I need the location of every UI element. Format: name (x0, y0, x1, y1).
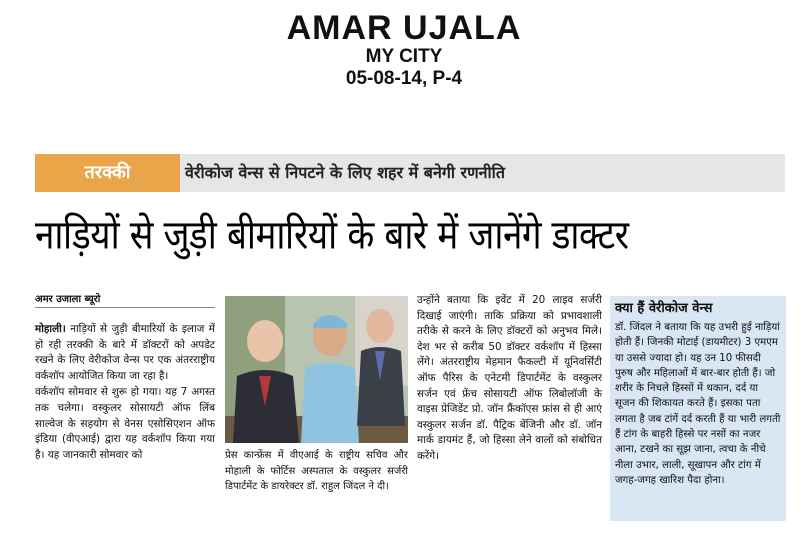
photo-caption: प्रेस कान्फ्रेंस में वीएआई के राष्ट्रीय सचिव और मोहाली के फोर्टिस अस्पताल के वस्कुलर सर्जरी डिपार्टमेंट के डायरेक्टर डॉ. राहुल जिंदल ने दी। (225, 450, 408, 492)
paragraph-3: उन्होंने बताया कि इवेंट में 20 लाइव सर्जरी दिखाई जाएंगी। ताकि प्रक्रिया को प्रभावशाली तरीके से करने के लिए डॉक्टरों को अनुभव मिले। देश भर से करीब 50 डॉक्टर वर्कशॉप में हिस्सा लेंगे। अंतरराष्ट्रीय मेहमान फैकल्टी में यूनिवर्सिटी ऑफ पैरिस के एनेटमी डिपार्टमेंट के वस्कुलर सर्जन एवं फ्रेंच सोसायटी ऑफ लिबोलॉजी के वाइस प्रेजिडेंट प्रो. जॉन फ्रैंकॉएस फ्रांस से ही आएं वस्कुलर सर्जन डॉ. पैट्रिक बेंजिनी और डॉ. जॉन मार्क डायमंट हैं, जो हिस्सा लेने वालों को संबोधित करेंगे। (417, 294, 602, 462)
kicker-bar (35, 154, 785, 192)
masthead (0, 10, 808, 90)
article-column-3 (417, 293, 602, 466)
paragraph-1 (35, 322, 215, 384)
city-edition: MY CITY (365, 46, 443, 67)
byline: अमर उजाला ब्यूरो (35, 291, 215, 308)
photo-illustration (225, 296, 408, 443)
newspaper-name: AMAR UJALA (286, 9, 522, 47)
sidebar-body: डॉ. जिंदल ने बताया कि यह उभरी हुई नाड़ियां होती हैं। जिनकी मोटाई (डायमीटर) 3 एमएम या उससे ज्यादा हो। यह उन 10 फीसदी पुरुष और महिलाओं में बार-बार होती हैं। जो शरीर के निचले हिस्सों में थकान, दर्द या सूजन की शिकायत करते हैं। इसका पता लगता है जब टांगें दर्द करती हैं या भारी लगती हैं टांग के बाहरी हिस्से पर नसों का नजर आना, टखने का सूझ जाना, त्वचा के नीचे नीला उभार, लाली, सूखापन और टांग में जगह-जगह खारिश पैदा होना। (615, 322, 781, 486)
press-conference-photo (225, 296, 408, 443)
kicker-title: वेरीकोज वेन्स से निपटने के लिए शहर में बनेगी रणनीति (185, 163, 505, 182)
kicker-tag: तरक्की (35, 154, 180, 192)
dateline-lead: मोहाली। (35, 323, 66, 335)
sidebar-box (610, 296, 786, 521)
sidebar-title: क्या हैं वेरीकोज वेन्स (615, 301, 713, 316)
article-column-1 (35, 322, 215, 464)
date-page: 05-08-14, P-4 (345, 68, 463, 89)
paragraph-2: वर्कशॉप सोमवार से शुरू हो गया। यह 7 अगस्त तक चलेगा। वस्कुलर सोसायटी ऑफ लिंब साल्वेज के सहयोग से वेनस एसोसिएशन ऑफ इंडिया (वीएआई) द्वारा यह वर्कशॉप किया गया है। यह जानकारी सोमवार को (35, 386, 215, 461)
headline: नाड़ियों से जुड़ी बीमारियों के बारे में जानेंगे डाक्टर (35, 213, 629, 259)
paragraph-1-text: नाड़ियों से जुड़ी बीमारियों के इलाज में हो रही तरक्की के बारे में डॉक्टरों को अपडेट रखने के लिए वेरीकोज वेन्स पर एक अंतरराष्ट्रीय वर्कशॉप आयोजित किया जा रहा है। (35, 323, 215, 382)
